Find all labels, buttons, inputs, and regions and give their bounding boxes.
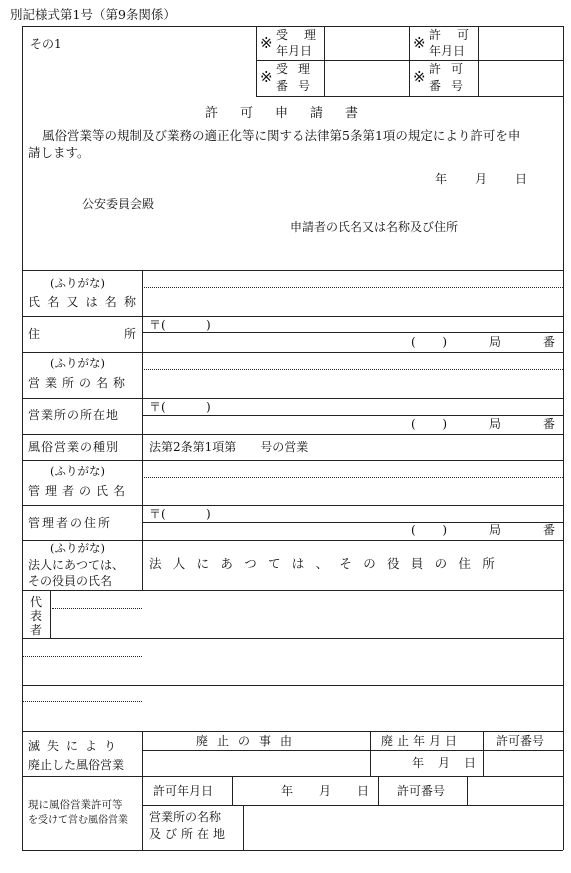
- manager-address-field[interactable]: [143, 506, 563, 540]
- shop-name-field[interactable]: [143, 371, 563, 398]
- form-title: 許可申請書: [205, 106, 381, 121]
- business-type-field[interactable]: [143, 435, 563, 460]
- receipt-number-label-2: 番号: [276, 79, 321, 93]
- current-permit-label-2: を受けて営む風俗営業: [28, 815, 128, 826]
- asterisk-mark: ※: [260, 68, 273, 86]
- current-permit-no-label: 許可番号: [397, 784, 446, 798]
- name-field[interactable]: [143, 289, 563, 316]
- postal-close: ): [206, 318, 211, 332]
- business-type-value: 法第2条第1項第 号の営業: [149, 440, 309, 454]
- furigana-label: (ふりがな): [50, 541, 105, 555]
- shop-name-label: 営業所の名称: [28, 376, 131, 390]
- phone-paren: ( ): [411, 417, 447, 431]
- lost-business-label-1: 滅失により: [28, 739, 124, 753]
- asterisk-mark: ※: [413, 34, 426, 52]
- manager-name-field[interactable]: [143, 479, 563, 505]
- phone-paren: ( ): [411, 523, 447, 537]
- intro-line-1: 風俗営業等の規制及び業務の適正化等に関する法律第5条第1項の規定により許可を申: [42, 128, 521, 143]
- current-permit-label-1: 現に風俗営業許可等: [28, 799, 123, 811]
- addressee: 公安委員会殿: [82, 197, 155, 211]
- current-permit-date-label: 許可年月日: [153, 784, 214, 798]
- lost-business-label-2: 廃止した風俗営業: [28, 758, 125, 772]
- furigana-label: (ふりがな): [50, 356, 105, 370]
- representative-furigana-field[interactable]: [51, 591, 142, 607]
- officer-1-address-field[interactable]: [143, 639, 563, 685]
- asterisk-mark: ※: [413, 68, 426, 86]
- manager-address-label: 管理者の住所: [28, 516, 113, 530]
- representative-name-field[interactable]: [51, 610, 142, 637]
- address-label: 住 所: [28, 327, 136, 341]
- name-furigana-field[interactable]: [143, 271, 563, 287]
- phone-words: 局 番: [489, 523, 555, 537]
- abolish-reason-field[interactable]: [143, 751, 370, 776]
- officer-2-name-field[interactable]: [23, 686, 142, 731]
- current-shop-label-1: 営業所の名称: [149, 810, 222, 824]
- phone-paren: ( ): [411, 335, 447, 349]
- receipt-date-label-2: 年月日: [276, 44, 313, 58]
- furigana-label: (ふりがな): [50, 276, 105, 290]
- current-permit-date-value[interactable]: 年 月 日: [281, 784, 369, 798]
- phone-words: 局 番: [489, 335, 555, 349]
- officer-2-address-field[interactable]: [143, 686, 563, 731]
- manager-name-label: 管理者の氏名: [28, 484, 131, 498]
- business-type-label: 風俗営業の種別: [28, 440, 120, 454]
- postal-mark: 〒(: [149, 318, 166, 332]
- address-field[interactable]: [143, 317, 563, 352]
- corporate-label-2: その役員の氏名: [28, 574, 113, 588]
- abolish-date-value[interactable]: 年 月 日: [412, 756, 476, 770]
- receipt-date-label-1: 受 理: [276, 28, 316, 42]
- shop-address-field[interactable]: [143, 399, 563, 434]
- asterisk-mark: ※: [260, 34, 273, 52]
- date-line: 年 月 日: [435, 172, 527, 186]
- manager-name-furigana-field[interactable]: [143, 461, 563, 477]
- representative-address-field[interactable]: [143, 591, 563, 638]
- officer-address-header: 法人にあつては、その役員の住所: [149, 556, 507, 571]
- postal-close: ): [206, 507, 211, 521]
- applicant-label: 申請者の氏名又は名称及び住所: [290, 220, 459, 234]
- postal-close: ): [206, 400, 211, 414]
- permit-number-label-1: 許可: [429, 62, 474, 76]
- phone-words: 局 番: [489, 417, 555, 431]
- name-label: 氏 名 又 は 名 称: [28, 295, 136, 309]
- postal-mark: 〒(: [149, 507, 166, 521]
- shop-name-furigana-field[interactable]: [143, 353, 563, 369]
- abolish-permit-no-field[interactable]: [484, 751, 563, 776]
- shop-address-label: 営業所の所在地: [28, 408, 120, 422]
- officer-1-name-field[interactable]: [23, 639, 142, 685]
- postal-mark: 〒(: [149, 400, 166, 414]
- current-permit-no-field[interactable]: [468, 777, 563, 805]
- furigana-label: (ふりがな): [50, 464, 105, 478]
- abolish-permit-no-header: 許可番号: [496, 734, 545, 748]
- receipt-number-label-1: 受理: [276, 62, 321, 76]
- corporate-label-1: 法人にあつては、: [28, 558, 125, 572]
- current-shop-field[interactable]: [244, 806, 563, 850]
- intro-line-2: 請します。: [28, 145, 90, 160]
- abolish-reason-header: 廃止の事由: [196, 734, 302, 748]
- permit-date-label-2: 年月日: [429, 44, 466, 58]
- form-caption: 別記様式第1号（第9条関係）: [10, 7, 176, 22]
- permit-number-label-2: 番号: [429, 79, 474, 93]
- permit-date-label-1: 許 可: [429, 28, 469, 42]
- abolish-date-header: 廃止年月日: [381, 734, 462, 748]
- current-shop-label-2: 及び所在地: [149, 827, 230, 841]
- sono-label: その1: [30, 37, 62, 51]
